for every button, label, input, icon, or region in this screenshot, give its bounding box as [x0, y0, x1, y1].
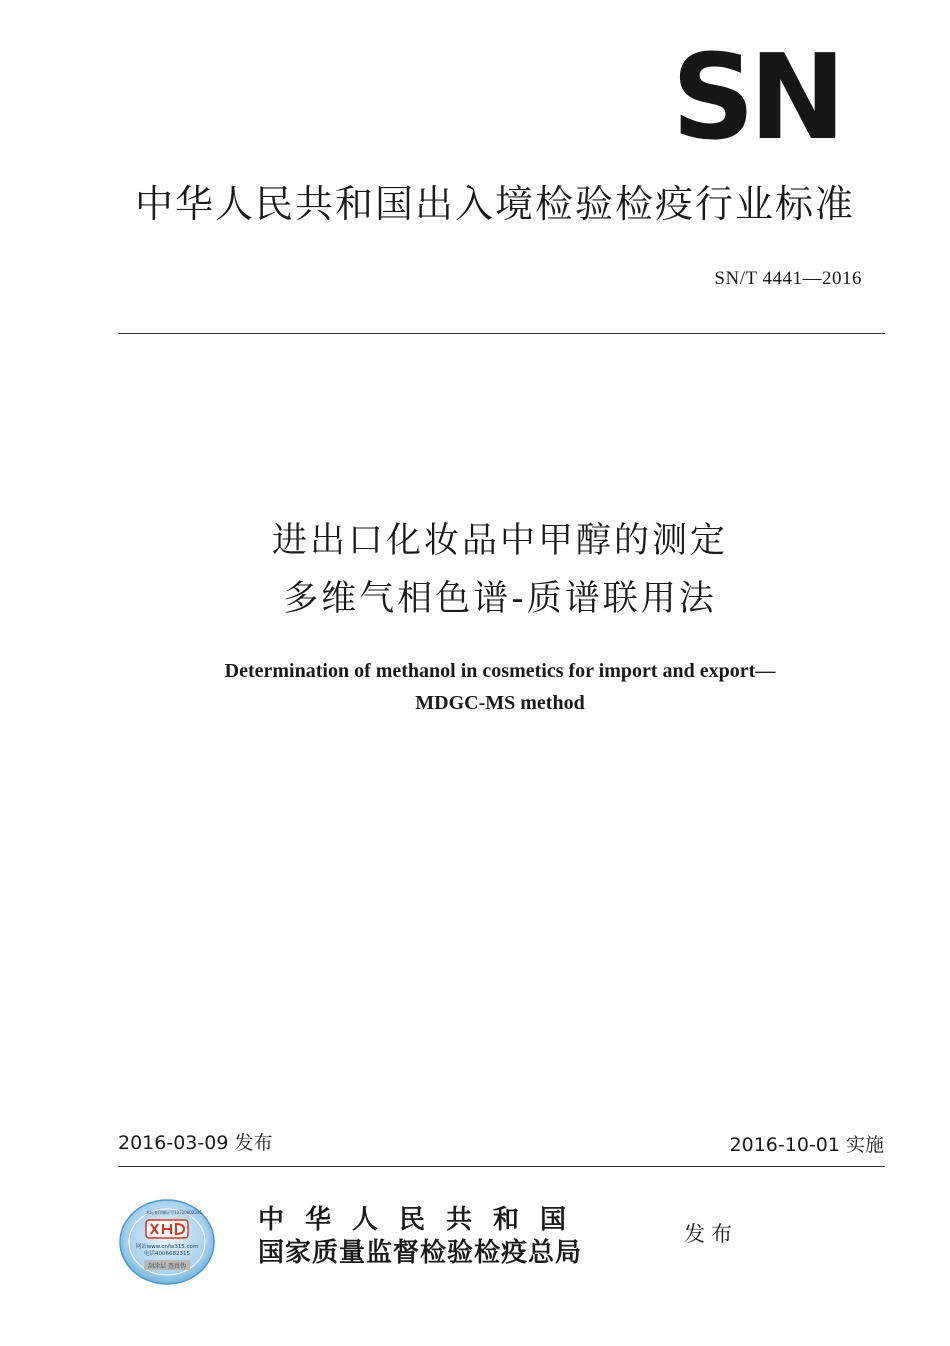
org-title: 中华人民共和国出入境检验检疫行业标准 — [134, 182, 855, 226]
sn-logo: SN — [671, 28, 840, 166]
publish-label: 发布 — [684, 1222, 738, 1246]
issuer-line2: 国家质量监督检验检疫总局 — [258, 1238, 583, 1268]
seal-emblem-icon — [146, 1220, 188, 1238]
bottom-divider — [118, 1166, 885, 1167]
seal-text-scratch: 刮涂层 查真伪 — [148, 1263, 186, 1270]
top-divider — [118, 333, 885, 334]
title-en-line1: Determination of methanol in cosmetics for import and export— — [224, 660, 776, 682]
standard-code: SN/T 4441—2016 — [714, 268, 862, 289]
seal-text-website: 网站www.cnfw315.com — [135, 1244, 199, 1250]
title-cn-line2: 多维气相色谱-质谱联用法 — [283, 579, 717, 619]
implementation-date: 2016-10-01 实施 — [729, 1134, 884, 1156]
issue-date: 2016-03-09 发布 — [118, 1132, 273, 1154]
anti-counterfeit-seal — [118, 1198, 216, 1286]
seal-text-phone: 电话4006682315 — [144, 1251, 190, 1257]
seal-graphic — [118, 1198, 216, 1286]
issuer-line1: 中华人民共和国 — [258, 1205, 588, 1235]
seal-text-license: 本标签印制证号13700602315 — [146, 1210, 202, 1215]
title-en-line2: MDGC-MS method — [415, 692, 585, 714]
issuer-block — [258, 1204, 668, 1270]
title-cn-line1: 进出口化妆品中甲醇的测定 — [271, 521, 728, 561]
